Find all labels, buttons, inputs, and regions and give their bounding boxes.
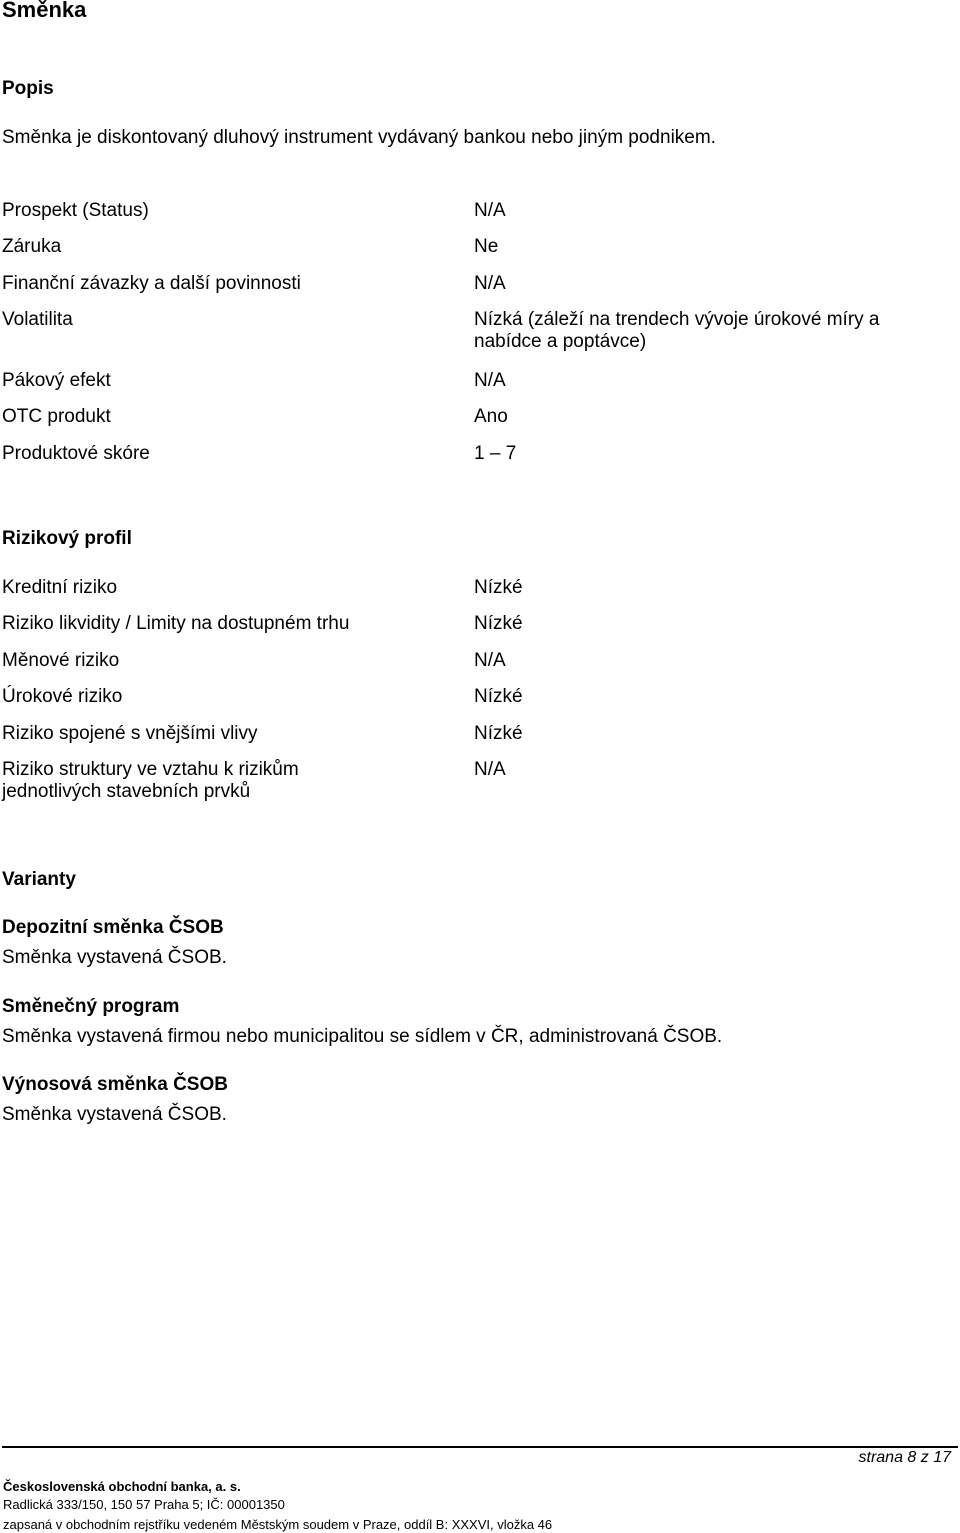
- param-label-financni-zavazky: Finanční závazky a další povinnosti: [2, 273, 301, 294]
- param-label-zaruka: Záruka: [2, 236, 62, 257]
- risk-label-urokove: Úrokové riziko: [2, 686, 123, 707]
- param-label-volatilita: Volatilita: [2, 309, 73, 330]
- param-value-prospekt: N/A: [474, 200, 506, 221]
- param-value-produktove-skore: 1 – 7: [474, 443, 517, 464]
- variant-name-vynosova: Výnosová směnka ČSOB: [2, 1074, 228, 1095]
- risk-value-kreditni: Nízké: [474, 577, 523, 598]
- param-value-zaruka: Ne: [474, 236, 499, 257]
- param-label-otc-produkt: OTC produkt: [2, 406, 111, 427]
- param-value-pakovy-efekt: N/A: [474, 370, 506, 391]
- page-number: strana 8 z 17: [858, 1449, 951, 1466]
- param-value-financni-zavazky: N/A: [474, 273, 506, 294]
- footer-divider: [2, 1446, 958, 1448]
- section-heading-varianty: Varianty: [2, 869, 76, 890]
- variant-name-depozitni: Depozitní směnka ČSOB: [2, 917, 224, 938]
- risk-label-vnejsi-vlivy: Riziko spojené s vnějšími vlivy: [2, 723, 258, 744]
- risk-label-kreditni: Kreditní riziko: [2, 577, 118, 598]
- variant-desc-vynosova: Směnka vystavená ČSOB.: [2, 1104, 227, 1125]
- risk-label-likvidita: Riziko likvidity / Limity na dostupném trhu: [2, 613, 350, 634]
- risk-value-struktura: N/A: [474, 759, 506, 780]
- risk-value-likvidita: Nízké: [474, 613, 523, 634]
- variant-name-smenecny-program: Směnečný program: [2, 996, 180, 1017]
- description-text: Směnka je diskontovaný dluhový instrument vydávaný bankou nebo jiným podnikem.: [2, 127, 716, 148]
- param-value-volatilita: Nízká (záleží na trendech vývoje úrokové míry a nabídce a poptávce): [474, 309, 880, 352]
- footer-address: Radlická 333/150, 150 57 Praha 5; IČ: 00001350: [3, 1497, 285, 1512]
- risk-value-urokove: Nízké: [474, 686, 523, 707]
- param-label-pakovy-efekt: Pákový efekt: [2, 370, 111, 391]
- param-label-produktove-skore: Produktové skóre: [2, 443, 150, 464]
- risk-value-menove: N/A: [474, 650, 506, 671]
- risk-label-struktura: Riziko struktury ve vztahu k rizikům jednotlivých stavebních prvků: [2, 759, 299, 802]
- risk-value-vnejsi-vlivy: Nízké: [474, 723, 523, 744]
- section-heading-rizikovy-profil: Rizikový profil: [2, 528, 132, 549]
- risk-label-menove: Měnové riziko: [2, 650, 120, 671]
- param-label-prospekt: Prospekt (Status): [2, 200, 149, 221]
- section-heading-popis: Popis: [2, 78, 54, 99]
- variant-desc-depozitni: Směnka vystavená ČSOB.: [2, 947, 227, 968]
- footer-registry: zapsaná v obchodním rejstříku vedeném Městským soudem v Praze, oddíl B: XXXVI, vložka 46: [3, 1517, 553, 1532]
- param-value-otc-produkt: Ano: [474, 406, 508, 427]
- document-title: Směnka: [2, 0, 87, 22]
- footer-company-name: Československá obchodní banka, a. s.: [3, 1479, 241, 1494]
- variant-desc-smenecny-program: Směnka vystavená firmou nebo municipalitou se sídlem v ČR, administrovaná ČSOB.: [2, 1026, 723, 1047]
